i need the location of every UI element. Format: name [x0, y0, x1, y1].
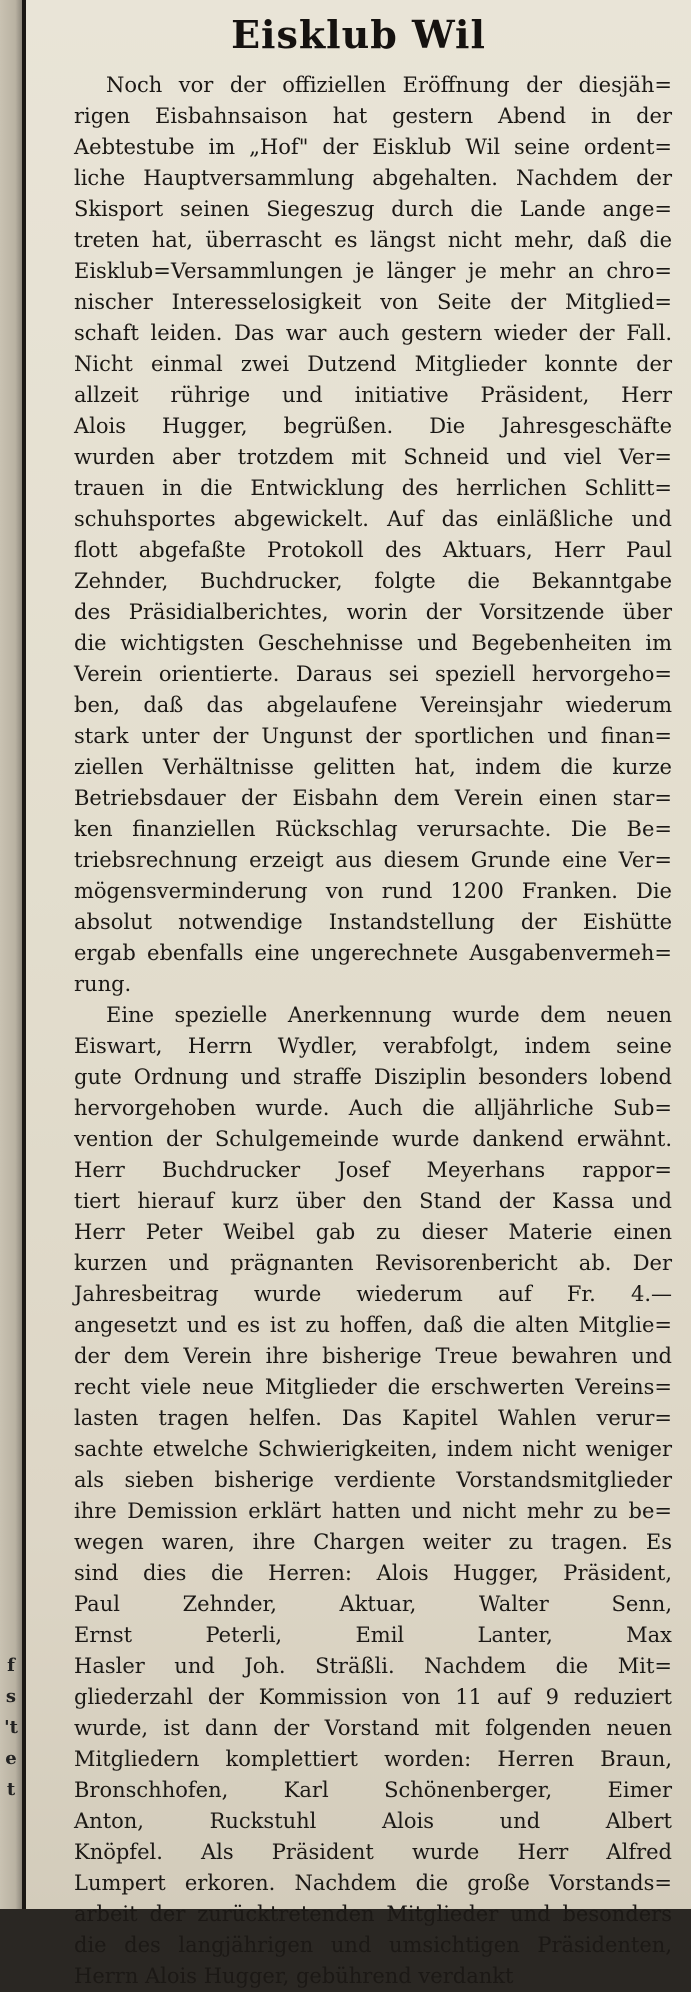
text-line: rigen Eisbahnsaison hat gestern Abend in der: [74, 104, 672, 128]
text-line: Hasler und Joh. Sträßli. Nachdem die Mit=: [74, 1654, 672, 1678]
text-line: ken finanziellen Rückschlag verursachte. Die Be=: [74, 817, 672, 841]
text-line: hervorgehoben wurde. Auch die alljährliche Sub=: [74, 1096, 672, 1120]
text-line: recht viele neue Mitglieder die erschwerten Vereins=: [74, 1375, 672, 1399]
text-line: Herr Buchdrucker Josef Meyerhans rappor=: [74, 1158, 672, 1182]
text-line: allzeit rührige und initiative Präsident, Herr: [74, 383, 672, 407]
left-fragment: t: [6, 1779, 16, 1800]
text-line: stark unter der Ungunst der sportlichen und finan=: [74, 724, 672, 748]
text-line: schuhsportes abgewickelt. Auf das einläßliche und: [74, 507, 672, 531]
text-line: Ernst Peterli, Emil Lanter, Max: [74, 1623, 672, 1647]
text-line: schaft leiden. Das war auch gestern wieder der Fall.: [74, 321, 672, 345]
text-line: treten hat, überrascht es längst nicht mehr, daß die: [74, 228, 672, 252]
text-line: Betriebsdauer der Eisbahn dem Verein einen star=: [74, 786, 672, 810]
text-line: Verein orientierte. Daraus sei speziell hervorgeho=: [74, 662, 672, 686]
text-line: Eisklub=Versammlungen je länger je mehr an chro=: [74, 259, 672, 283]
text-line: Anton, Ruckstuhl Alois und Albert: [74, 1809, 672, 1833]
text-line: triebsrechnung erzeigt aus diesem Grunde eine Ver=: [74, 848, 672, 872]
article: [26, 0, 691, 1988]
text-line: trauen in die Entwicklung des herrlichen Schlitt=: [74, 476, 672, 500]
text-line: lasten tragen helfen. Das Kapitel Wahlen verur=: [74, 1406, 672, 1430]
text-line: wurden aber trotzdem mit Schneid und viel Ver=: [74, 445, 672, 469]
text-line: arbeit der zurücktretenden Mitglieder und besonders: [74, 1902, 672, 1926]
text-line: ziellen Verhältnisse gelitten hat, indem die kurze: [74, 755, 672, 779]
left-fragment: e: [5, 1748, 17, 1769]
text-line: als sieben bisherige verdiente Vorstandsmitglieder: [74, 1468, 672, 1492]
text-line: Aebtestube im „Hof" der Eisklub Wil seine ordent=: [74, 135, 672, 159]
text-line: gute Ordnung und straffe Disziplin besonders lobend: [74, 1065, 672, 1089]
text-line: angesetzt und es ist zu hoffen, daß die alten Mitglie=: [74, 1313, 672, 1337]
text-line: sind dies die Herren: Alois Hugger, Präsident,: [74, 1561, 672, 1585]
text-line: flott abgefaßte Protokoll des Aktuars, Herr Paul: [74, 538, 672, 562]
text-line: Nicht einmal zwei Dutzend Mitglieder konnte der: [74, 352, 672, 376]
text-line: Herr Peter Weibel gab zu dieser Materie einen: [74, 1220, 672, 1244]
text-line: wurde, ist dann der Vorstand mit folgenden neuen: [74, 1716, 672, 1740]
text-line: Mitgliedern komplettiert worden: Herren Braun,: [74, 1747, 672, 1771]
left-fragment: s: [5, 1686, 17, 1707]
text-line: nischer Interesselosigkeit von Seite der Mitglied=: [74, 290, 672, 314]
text-line: Paul Zehnder, Aktuar, Walter Senn,: [74, 1592, 672, 1616]
text-line: die des langjährigen und umsichtigen Präsidenten,: [74, 1933, 672, 1957]
text-line: Skisport seinen Siegeszug durch die Lande ange=: [74, 197, 672, 221]
text-line: Bronschhofen, Karl Schönenberger, Eimer: [74, 1778, 672, 1802]
text-line: Jahresbeitrag wurde wiederum auf Fr. 4.—: [74, 1282, 672, 1306]
text-line: die wichtigsten Geschehnisse und Begebenheiten im: [74, 631, 672, 655]
left-column-fragments: [0, 1650, 22, 1805]
article-paragraph: [74, 1000, 672, 1992]
article-paragraph: [74, 70, 672, 1000]
text-line: der dem Verein ihre bisherige Treue bewahren und: [74, 1344, 672, 1368]
text-line: liche Hauptversammlung abgehalten. Nachdem der: [74, 166, 672, 190]
text-line: wegen waren, ihre Chargen weiter zu tragen. Es: [74, 1530, 672, 1554]
text-line: gliederzahl der Kommission von 11 auf 9 reduziert: [74, 1685, 672, 1709]
text-line: Alois Hugger, begrüßen. Die Jahresgeschäfte: [74, 414, 672, 438]
article-headline: Eisklub Wil: [231, 12, 486, 57]
text-line: sachte etwelche Schwierigkeiten, indem nicht weniger: [74, 1437, 672, 1461]
text-line: ihre Demission erklärt hatten und nicht mehr zu be=: [74, 1499, 672, 1523]
text-line: tiert hierauf kurz über den Stand der Kassa und: [74, 1189, 672, 1213]
left-fragment: 't: [4, 1717, 18, 1738]
text-line: rung.: [74, 972, 132, 996]
left-column-strip: [0, 0, 22, 1909]
text-line: ben, daß das abgelaufene Vereinsjahr wiederum: [74, 693, 672, 717]
text-line: des Präsidialberichtes, worin der Vorsitzende über: [74, 600, 672, 624]
text-line: Knöpfel. Als Präsident wurde Herr Alfred: [74, 1840, 672, 1864]
text-line: Noch vor der offiziellen Eröffnung der diesjäh=: [106, 73, 672, 97]
article-body: [74, 70, 672, 1992]
text-line: Lumpert erkoren. Nachdem die große Vorstands=: [74, 1871, 672, 1895]
text-line: Zehnder, Buchdrucker, folgte die Bekanntgabe: [74, 569, 672, 593]
text-line: vention der Schulgemeinde wurde dankend erwähnt.: [74, 1127, 672, 1151]
text-line: ergab ebenfalls eine ungerechnete Ausgabenvermeh=: [74, 941, 672, 965]
text-line: Herrn Alois Hugger, gebührend verdankt: [74, 1964, 514, 1988]
text-line: Eine spezielle Anerkennung wurde dem neuen: [106, 1003, 672, 1027]
left-fragment: f: [7, 1655, 15, 1676]
text-line: absolut notwendige Instandstellung der Eishütte: [74, 910, 672, 934]
text-line: Eiswart, Herrn Wydler, verabfolgt, indem seine: [74, 1034, 672, 1058]
text-line: mögensverminderung von rund 1200 Franken. Die: [74, 879, 672, 903]
text-line: kurzen und prägnanten Revisorenbericht ab. Der: [74, 1251, 672, 1275]
